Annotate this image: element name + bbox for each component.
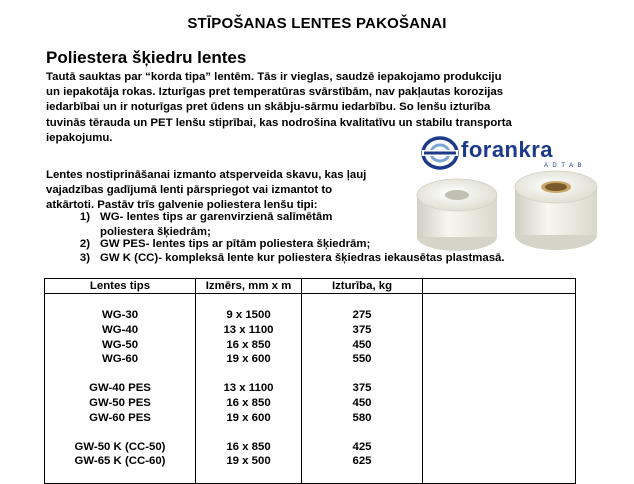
- empty-column-header: [423, 279, 576, 294]
- column-header: Lentes tips: [45, 279, 196, 294]
- table-cell-value: 19 x 500: [226, 455, 271, 468]
- list-number: 3): [79, 252, 90, 264]
- empty-cell: [423, 367, 576, 425]
- table-cell-value: 580: [352, 411, 372, 424]
- table-cell-value: 450: [352, 338, 372, 351]
- table-row-group: [45, 426, 576, 484]
- logo-sub-text: A D T A B: [544, 163, 583, 169]
- table-cell-value: 16 x 850: [226, 338, 271, 351]
- paragraph-line: Tautā sauktas par “korda tipa” lentēm. Tās ir vieglas, saudzē iepakojamo produkciju: [46, 71, 502, 83]
- table-cell-value: 550: [352, 353, 372, 366]
- paragraph-line: atkārtoti. Pastāv trīs galvenie poliestera lenšu tipi:: [46, 199, 318, 212]
- table-cell-value: 16 x 850: [226, 440, 271, 453]
- empty-cell: [423, 294, 576, 368]
- strength-cell: [302, 294, 423, 368]
- table-cell-value: GW-40 PES: [89, 382, 151, 395]
- strength-cell: [302, 426, 423, 484]
- list-number: 1): [79, 211, 90, 223]
- paragraph-line: vajadzības gadījumā lenti pārspriegot vai izmantot to: [46, 184, 333, 197]
- table-cell-value: 16 x 850: [226, 396, 271, 409]
- table-cell-value: 19 x 600: [226, 411, 271, 424]
- table-cell-value: 13 x 1100: [223, 323, 274, 336]
- table-cell-value: WG-50: [101, 338, 139, 351]
- strap-rolls-image: [405, 165, 605, 260]
- table-cell-value: 19 x 600: [226, 353, 271, 366]
- list-text: GW K (CC)- kompleksā lente kur poliestera šķiedras iekausētas plastmasā.: [100, 252, 505, 264]
- table-cell-value: WG-60: [101, 353, 139, 366]
- table-cell-value: GW-50 K (CC-50): [74, 440, 166, 453]
- fastening-paragraph: [46, 168, 391, 214]
- main-title: STĪPOŠANAS LENTES PAKOŠANAI: [187, 15, 447, 32]
- paragraph-line: tuvinās tērauda un PET lenšu stiprībai, kas nodrošina kvalitatīvu un stabilu transporta: [46, 116, 512, 129]
- table-cell-value: 625: [352, 455, 372, 468]
- list-text: GW PES- lentes tips ar pītām poliestera šķiedrām;: [100, 238, 371, 250]
- column-header: Izmērs, mm x m: [196, 279, 302, 294]
- table-cell-value: GW-65 K (CC-60): [74, 455, 166, 468]
- paragraph-line: iedarbībai un ir noturīgas pret ūdens un skābju-sārmu iedarbību. So lenšu izturība: [46, 101, 491, 114]
- table-cell-value: 375: [352, 382, 372, 395]
- table-cell-value: 9 x 1500: [226, 309, 271, 321]
- paragraph-line: Lentes nostiprināšanai izmanto atsperveida skavu, kas ļauj: [46, 169, 367, 181]
- size-cell: [196, 294, 302, 368]
- strength-cell: [302, 367, 423, 425]
- table-cell-value: GW-60 PES: [89, 411, 151, 424]
- table-cell-value: WG-30: [101, 309, 139, 321]
- table-cell-value: 13 x 1100: [223, 382, 274, 395]
- type-cell: [45, 367, 196, 425]
- table-row-group: [45, 294, 576, 368]
- table-cell-value: 275: [352, 309, 372, 321]
- table-cell-value: 450: [352, 396, 372, 409]
- table-header-row: [45, 279, 576, 294]
- table-cell-value: 425: [352, 440, 372, 453]
- table-cell-value: 375: [352, 323, 372, 336]
- type-cell: [45, 426, 196, 484]
- table-cell-value: WG-40: [101, 323, 139, 336]
- list-text: poliestera šķiedrām;: [100, 226, 211, 238]
- paragraph-line: un iepakotāja rokas. Izturīgas pret temperatūras svārstībām, nav pakļautas korozijas: [46, 86, 504, 99]
- size-cell: [196, 367, 302, 425]
- column-header: Izturība, kg: [302, 279, 423, 294]
- empty-cell: [423, 426, 576, 484]
- table-cell-value: GW-50 PES: [89, 396, 151, 409]
- section-title: Poliestera šķiedru lentes: [46, 48, 247, 67]
- logo-brand-text: forankra: [461, 137, 554, 162]
- size-cell: [196, 426, 302, 484]
- type-cell: [45, 294, 196, 368]
- list-number: 2): [79, 238, 90, 250]
- table-row-group: [45, 367, 576, 425]
- strap-spec-table: [44, 278, 576, 484]
- paragraph-line: iepakojumu.: [46, 131, 113, 144]
- list-text: WG- lentes tips ar garenvirzienā salīmētām: [100, 211, 333, 223]
